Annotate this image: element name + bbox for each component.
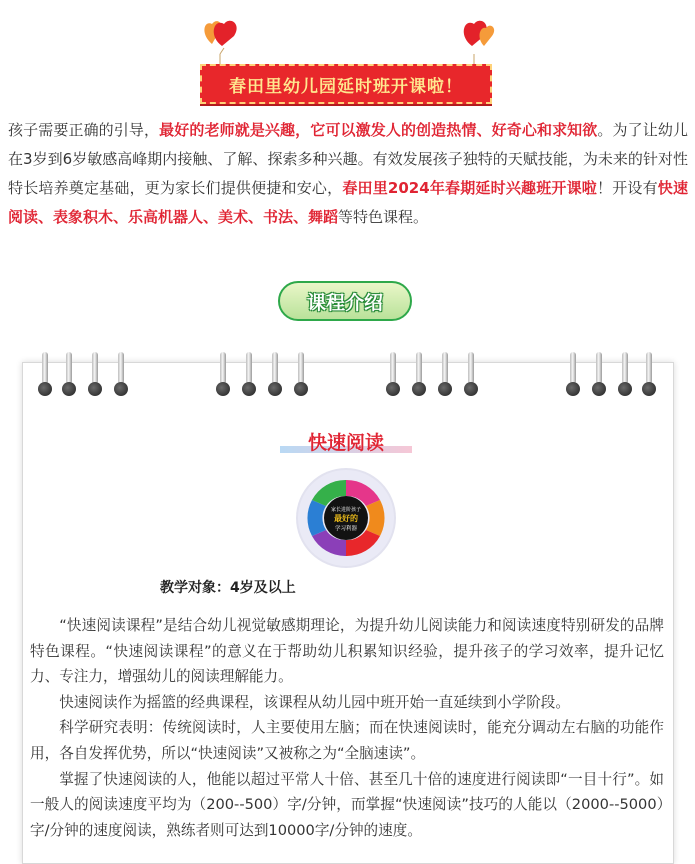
binder-ring-icon bbox=[62, 352, 76, 398]
header-banner-area bbox=[0, 0, 695, 110]
intro-highlight: 最好的老师就是兴趣，它可以激发人的创造热情、好奇心和求知欲 bbox=[159, 121, 598, 139]
speed-reading-logo bbox=[298, 470, 394, 566]
binder-ring-icon bbox=[412, 352, 426, 398]
intro-highlight: 春田里2024年春期延时兴趣班开课啦 bbox=[342, 179, 597, 197]
intro-text: 等特色课程。 bbox=[338, 208, 429, 226]
logo-text-top: 家长进阶孩子 bbox=[330, 507, 362, 513]
binder-ring-icon bbox=[114, 352, 128, 398]
binder-ring-icon bbox=[38, 352, 52, 398]
binder-ring-icon bbox=[216, 352, 230, 398]
binder-ring-icon bbox=[438, 352, 452, 398]
intro-text: ！开设有 bbox=[597, 179, 658, 197]
logo-text-mid: 最好的 bbox=[334, 514, 358, 523]
banner-title-box bbox=[200, 64, 492, 104]
intro-text: 孩子需要正确的引导， bbox=[8, 121, 160, 139]
binder-ring-icon bbox=[268, 352, 282, 398]
binder-ring-icon bbox=[242, 352, 256, 398]
heart-balloon-icon bbox=[198, 14, 242, 66]
binder-ring-icon bbox=[618, 352, 632, 398]
binder-ring-icon bbox=[386, 352, 400, 398]
logo-text-bottom: 学习利器 bbox=[334, 526, 358, 532]
section-heading: 课程介绍 bbox=[306, 291, 383, 314]
intro-text: 。为了让幼儿在3岁到6岁敏感高峰期内接触、了解、探索多种兴趣。有效发展孩子独特的天赋技能，为未来的针对性特长培养奠定基础，更为家长们提供便捷和安心， bbox=[8, 121, 688, 197]
binder-ring-icon bbox=[566, 352, 580, 398]
course-title: 快速阅读 bbox=[307, 432, 384, 454]
course-paragraph: 科学研究表明：传统阅读时，人主要使用左脑；而在快速阅读时，能充分调动左右脑的功能作用，各自发挥优势，所以“快速阅读”又被称之为“全脑速读”。 bbox=[30, 719, 664, 762]
course-description bbox=[30, 613, 664, 843]
course-paragraph: 快速阅读作为摇篮的经典课程，该课程从幼儿园中班开始一直延续到小学阶段。 bbox=[59, 693, 570, 711]
binder-ring-icon bbox=[88, 352, 102, 398]
binder-ring-icon bbox=[642, 352, 656, 398]
binder-ring-icon bbox=[464, 352, 478, 398]
binder-ring-icon bbox=[294, 352, 308, 398]
section-heading-pill bbox=[278, 281, 412, 321]
intro-paragraph bbox=[8, 116, 688, 232]
course-paragraph: “快速阅读课程”是结合幼儿视觉敏感期理论，为提升幼儿阅读能力和阅读速度特别研发的品牌特色课程。“快速阅读课程”的意义在于帮助幼儿积累知识经验，提升孩子的学习效率，提升记忆力、专注力，增强幼儿的阅读理解能力。 bbox=[30, 617, 664, 686]
course-title-block bbox=[280, 428, 412, 455]
binder-ring-icon bbox=[592, 352, 606, 398]
banner-title: 春田里幼儿园延时班开课啦！ bbox=[229, 76, 463, 97]
intro-highlight: 快速阅读、表象积木、乐高机器人、美术、书法、舞蹈 bbox=[8, 179, 688, 226]
heart-balloon-icon bbox=[452, 14, 496, 66]
course-paragraph: 掌握了快速阅读的人，他能以超过平常人十倍、甚至几十倍的速度进行阅读即“一目十行”。如一般人的阅读速度平均为（200--500）字/分钟，而掌握“快速阅读”技巧的人能以（2000--5000）字/分钟的速度阅读，熟练者则可达到10000字/分钟的速度。 bbox=[30, 770, 664, 839]
course-target: 教学对象：4岁及以上 bbox=[160, 580, 296, 596]
